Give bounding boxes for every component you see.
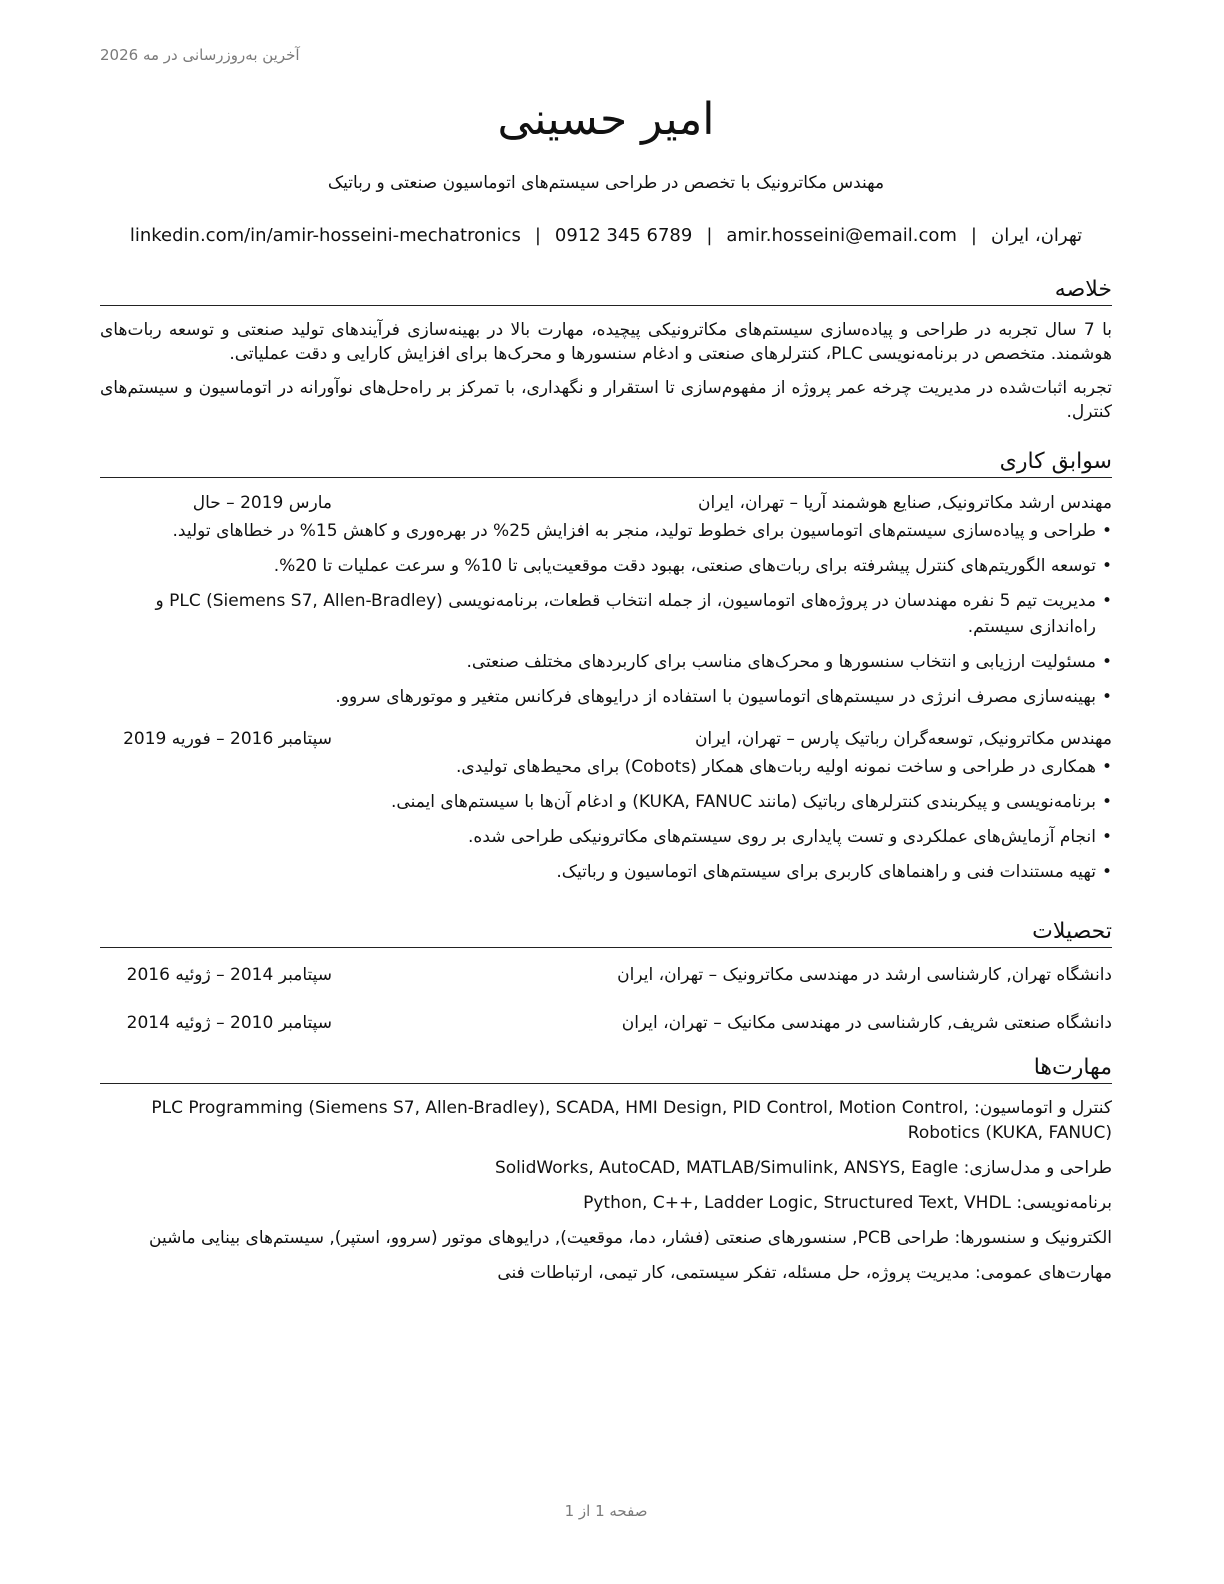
job-bullet: • مدیریت تیم 5 نفره مهندسان در پروژه‌های اتوماسیون، از جمله انتخاب قطعات، برنامه‌نویسی PLC (Siemens S7, Allen-Bradley) و راه‌اندازی سیستم.: [100, 588, 1112, 640]
education-heading: دانشگاه صنعتی شریف, کارشناسی در مهندسی مکانیک – تهران، ایران: [621, 1013, 1112, 1033]
experience-section: [100, 448, 1112, 894]
skills-section: [100, 1054, 1112, 1296]
job-bullets: [100, 518, 1112, 710]
job-bullet: • همکاری در طراحی و ساخت نمونه اولیه ربات‌های همکار (Cobots) برای محیط‌های تولیدی.: [100, 754, 1112, 780]
job-heading: [100, 726, 1112, 752]
page-number: صفحه 1 از 1: [564, 1502, 648, 1520]
bullet-icon: •: [1101, 556, 1112, 576]
education-heading: دانشگاه تهران, کارشناسی ارشد در مهندسی مکاترونیک – تهران، ایران: [617, 965, 1112, 985]
skill-row: الکترونیک و سنسورها: طراحی PCB, سنسورهای صنعتی (فشار، دما، موقعیت), درایوهای موتور (سروو، استپر), سیستم‌های بینایی ماشین: [149, 1228, 1112, 1248]
section-title-skills: مهارت‌ها: [100, 1054, 1112, 1084]
last-updated-note: آخرین به‌روزرسانی در مه 2026: [100, 46, 300, 64]
job-title: مهندس ارشد مکاترونیک, صنایع هوشمند آریا – تهران، ایران: [698, 493, 1112, 513]
contact-linkedin[interactable]: linkedin.com/in/amir-hosseini-mechatronics: [129, 225, 521, 246]
education-entry: [100, 1010, 1112, 1036]
bullet-icon: •: [1101, 827, 1112, 847]
job-heading: [100, 490, 1112, 516]
person-name: امیر حسینی: [497, 94, 715, 145]
job-bullet: • انجام آزمایش‌های عملکردی و تست پایداری بر روی سیستم‌های مکاترونیکی طراحی شده.: [100, 824, 1112, 850]
bullet-icon: •: [1101, 521, 1112, 541]
job-dates: سپتامبر 2016 – فوریه 2019: [123, 729, 332, 749]
job-title: مهندس مکاترونیک, توسعه‌گران رباتیک پارس – تهران، ایران: [694, 729, 1112, 749]
summary-paragraph: با 7 سال تجربه در طراحی و پیاده‌سازی سیستم‌های مکاترونیکی پیچیده، مهارت بالا در بهینه‌سازی فرآیندهای تولید صنعتی و توسعه ربات‌های هوشمند. متخصص در برنامه‌نویسی PLC، کنترلرهای صنعتی و ادغام سنسورها و محرک‌ها برای افزایش کارایی و دقت عملیاتی.: [100, 320, 1112, 364]
job-bullet: • مسئولیت ارزیابی و انتخاب سنسورها و محرک‌های مناسب برای کاربردهای مختلف صنعتی.: [100, 649, 1112, 675]
job-bullet: • بهینه‌سازی مصرف انرژی در سیستم‌های اتوماسیون با استفاده از درایوهای فرکانس متغیر و موتورهای سروو.: [100, 684, 1112, 710]
job-entry: [100, 490, 1112, 710]
section-title-summary: خلاصه: [100, 276, 1112, 306]
contact-line: [100, 222, 1112, 250]
summary-section: [100, 276, 1112, 434]
education-dates: سپتامبر 2014 – ژوئیه 2016: [126, 965, 332, 985]
skill-row: کنترل و اتوماسیون: PLC Programming (Siemens S7, Allen-Bradley), SCADA, HMI Design, PID Control, Motion Control, Robotics (KUKA, FANUC): [151, 1098, 1112, 1143]
bullet-icon: •: [1101, 792, 1112, 812]
summary-paragraph: تجربه اثبات‌شده در مدیریت چرخه عمر پروژه از مفهوم‌سازی تا استقرار و نگهداری، با تمرکز بر راه‌حل‌های نوآورانه در اتوماسیون و سیستم‌های کنترل.: [100, 378, 1112, 422]
bullet-icon: •: [1101, 652, 1112, 672]
contact-separator: |: [706, 225, 713, 246]
bullet-icon: •: [1101, 757, 1112, 777]
education-section: [100, 918, 1112, 1036]
job-bullet: • توسعه الگوریتم‌های کنترل پیشرفته برای ربات‌های صنعتی، بهبود دقت موقعیت‌یابی تا 10% و سرعت عملیات تا 20%.: [100, 553, 1112, 579]
resume-page: [100, 0, 1112, 1584]
bullet-icon: •: [1101, 687, 1112, 707]
education-entry: [100, 962, 1112, 988]
skill-row: طراحی و مدل‌سازی: SolidWorks, AutoCAD, MATLAB/Simulink, ANSYS, Eagle: [494, 1158, 1112, 1178]
education-dates: سپتامبر 2010 – ژوئیه 2014: [126, 1013, 332, 1033]
tagline: مهندس مکاترونیک با تخصص در طراحی سیستم‌های اتوماسیون صنعتی و رباتیک: [327, 173, 885, 193]
job-bullet: • طراحی و پیاده‌سازی سیستم‌های اتوماسیون برای خطوط تولید، منجر به افزایش 25% در بهره‌وری و کاهش 15% در خطاهای تولید.: [100, 518, 1112, 544]
job-bullet: • تهیه مستندات فنی و راهنماهای کاربری برای سیستم‌های اتوماسیون و رباتیک.: [100, 859, 1112, 885]
section-title-education: تحصیلات: [100, 918, 1112, 948]
job-bullets: [100, 754, 1112, 885]
contact-separator: |: [970, 225, 977, 246]
skill-row: مهارت‌های عمومی: مدیریت پروژه، حل مسئله، تفکر سیستمی، کار تیمی، ارتباطات فنی: [497, 1263, 1112, 1283]
contact-separator: |: [534, 225, 541, 246]
contact-phone: 0912 345 6789: [554, 225, 693, 246]
bullet-icon: •: [1101, 862, 1112, 882]
job-entry: [100, 726, 1112, 885]
skill-row: برنامه‌نویسی: Python, C++, Ladder Logic, Structured Text, VHDL: [583, 1193, 1112, 1213]
job-dates: مارس 2019 – حال: [192, 493, 332, 513]
contact-location: تهران، ایران: [991, 225, 1083, 246]
job-bullet: • برنامه‌نویسی و پیکربندی کنترلرهای رباتیک (مانند KUKA, FANUC) و ادغام آن‌ها با سیستم‌های ایمنی.: [100, 789, 1112, 815]
section-title-experience: سوابق کاری: [100, 448, 1112, 478]
contact-email[interactable]: amir.hosseini@email.com: [726, 225, 957, 246]
bullet-icon: •: [1101, 591, 1112, 611]
